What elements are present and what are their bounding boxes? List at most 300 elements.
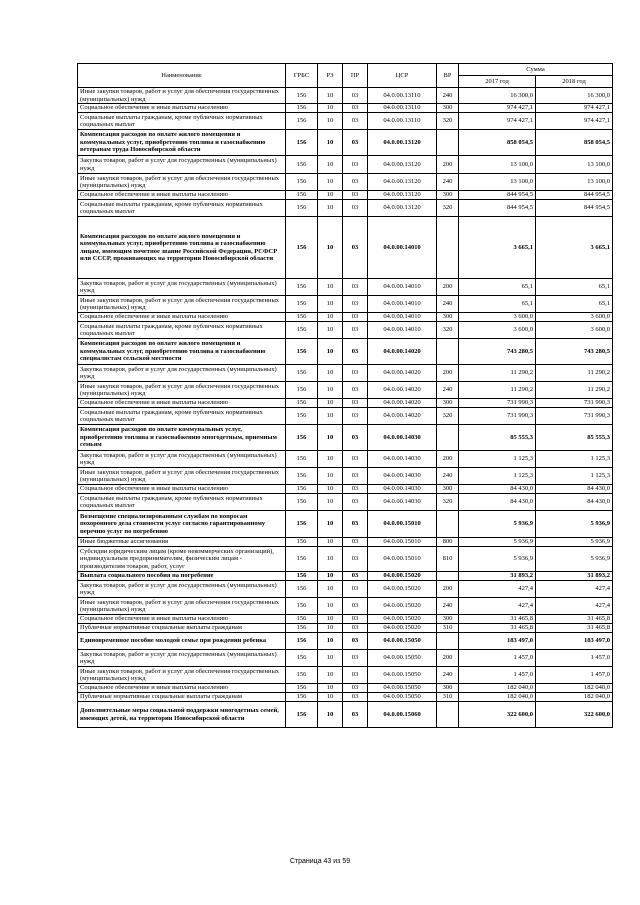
cell-pr: 03	[343, 485, 368, 494]
cell-sum-2018: 3 600,0	[536, 322, 613, 339]
cell-vr: 320	[437, 113, 459, 130]
cell-rz: 10	[318, 191, 343, 200]
cell-vr: 200	[437, 365, 459, 382]
cell-grbs: 156	[286, 624, 318, 633]
cell-sum-2017: 13 100,0	[459, 174, 536, 191]
cell-sum-2018: 3 600,0	[536, 313, 613, 322]
cell-pr: 03	[343, 693, 368, 702]
header-year-2017: 2017 год	[459, 76, 536, 88]
cell-sum-2018: 1 125,3	[536, 451, 613, 468]
cell-pr: 03	[343, 538, 368, 547]
cell-name: Выплата социального пособия на погребение	[78, 572, 286, 581]
cell-name: Социальные выплаты гражданам, кроме публичных нормативных социальных выплат	[78, 200, 286, 217]
cell-csr: 04.0.00.14030	[368, 451, 437, 468]
cell-sum-2018: 5 936,9	[536, 538, 613, 547]
cell-name: Иные закупки товаров, работ и услуг для обеспечения государственных (муниципальных) нужд	[78, 598, 286, 615]
cell-rz: 10	[318, 113, 343, 130]
cell-sum-2018: 427,4	[536, 598, 613, 615]
cell-sum-2017: 182 040,0	[459, 693, 536, 702]
cell-rz: 10	[318, 684, 343, 693]
table-row	[78, 684, 613, 693]
cell-pr: 03	[343, 633, 368, 650]
cell-rz: 10	[318, 538, 343, 547]
cell-grbs: 156	[286, 538, 318, 547]
header-pr: ПР	[343, 64, 368, 88]
cell-rz: 10	[318, 485, 343, 494]
cell-vr: 240	[437, 667, 459, 684]
cell-pr: 03	[343, 468, 368, 485]
cell-rz: 10	[318, 511, 343, 538]
cell-name: Компенсация расходов по оплате коммунальных услуг, приобретению топлива и газоснабжению многодетным, приемным семьям	[78, 425, 286, 451]
cell-sum-2017: 11 290,2	[459, 382, 536, 399]
cell-sum-2018: 731 990,3	[536, 408, 613, 425]
table-row	[78, 633, 613, 650]
cell-sum-2017: 731 990,3	[459, 408, 536, 425]
table-row	[78, 191, 613, 200]
cell-csr: 04.0.00.13110	[368, 104, 437, 113]
cell-pr: 03	[343, 408, 368, 425]
cell-sum-2017: 322 600,0	[459, 702, 536, 728]
cell-pr: 03	[343, 200, 368, 217]
cell-sum-2017: 11 290,2	[459, 365, 536, 382]
table-row	[78, 322, 613, 339]
cell-sum-2018: 1 457,0	[536, 650, 613, 667]
cell-vr	[437, 130, 459, 156]
cell-sum-2018: 65,1	[536, 296, 613, 313]
cell-pr: 03	[343, 156, 368, 174]
cell-csr: 04.0.00.15020	[368, 598, 437, 615]
cell-sum-2018: 427,4	[536, 581, 613, 598]
cell-csr: 04.0.00.15010	[368, 547, 437, 572]
table-row	[78, 494, 613, 511]
cell-csr: 04.0.00.15020	[368, 572, 437, 581]
cell-name: Закупка товаров, работ и услуг для государственных (муниципальных) нужд	[78, 279, 286, 296]
cell-pr: 03	[343, 382, 368, 399]
header-name: Наименование	[78, 64, 286, 88]
cell-rz: 10	[318, 633, 343, 650]
cell-sum-2017: 5 936,9	[459, 511, 536, 538]
cell-grbs: 156	[286, 684, 318, 693]
cell-pr: 03	[343, 581, 368, 598]
cell-name: Социальное обеспечение и иные выплаты населению	[78, 485, 286, 494]
cell-sum-2018: 1 457,0	[536, 667, 613, 684]
cell-vr: 300	[437, 313, 459, 322]
cell-rz: 10	[318, 296, 343, 313]
cell-pr: 03	[343, 547, 368, 572]
table-row	[78, 408, 613, 425]
cell-sum-2017: 65,1	[459, 296, 536, 313]
cell-sum-2018: 13 100,0	[536, 156, 613, 174]
header-grbs: ГРБС	[286, 64, 318, 88]
cell-grbs: 156	[286, 113, 318, 130]
cell-grbs: 156	[286, 382, 318, 399]
cell-sum-2018: 16 300,0	[536, 88, 613, 104]
cell-pr: 03	[343, 279, 368, 296]
cell-vr	[437, 425, 459, 451]
cell-name: Закупка товаров, работ и услуг для государственных (муниципальных) нужд	[78, 650, 286, 667]
cell-name: Закупка товаров, работ и услуг для государственных (муниципальных) нужд	[78, 581, 286, 598]
cell-csr: 04.0.00.15060	[368, 702, 437, 728]
cell-sum-2018: 84 430,0	[536, 485, 613, 494]
cell-pr: 03	[343, 88, 368, 104]
cell-pr: 03	[343, 684, 368, 693]
cell-sum-2017: 5 936,9	[459, 547, 536, 572]
cell-vr: 200	[437, 650, 459, 667]
cell-vr: 300	[437, 485, 459, 494]
cell-rz: 10	[318, 425, 343, 451]
cell-grbs: 156	[286, 191, 318, 200]
table-row	[78, 598, 613, 615]
cell-name: Компенсация расходов по оплате жилого помещения и коммунальных услуг, приобретению топлива и газоснабжению специалистам сельской местности	[78, 339, 286, 365]
cell-sum-2017: 5 936,9	[459, 538, 536, 547]
table-row	[78, 511, 613, 538]
cell-vr	[437, 217, 459, 279]
cell-name: Социальные выплаты гражданам, кроме публичных нормативных социальных выплат	[78, 408, 286, 425]
cell-name: Социальное обеспечение и иные выплаты населению	[78, 313, 286, 322]
table-row	[78, 296, 613, 313]
cell-sum-2018: 183 497,0	[536, 633, 613, 650]
cell-sum-2017: 427,4	[459, 598, 536, 615]
table-row	[78, 382, 613, 399]
cell-sum-2018: 3 665,1	[536, 217, 613, 279]
cell-sum-2018: 65,1	[536, 279, 613, 296]
cell-grbs: 156	[286, 130, 318, 156]
cell-pr: 03	[343, 174, 368, 191]
cell-sum-2018: 858 054,5	[536, 130, 613, 156]
cell-vr: 300	[437, 684, 459, 693]
cell-sum-2017: 844 954,5	[459, 191, 536, 200]
cell-csr: 04.0.00.14020	[368, 339, 437, 365]
cell-csr: 04.0.00.14020	[368, 408, 437, 425]
cell-name: Закупка товаров, работ и услуг для государственных (муниципальных) нужд	[78, 156, 286, 174]
cell-grbs: 156	[286, 547, 318, 572]
cell-pr: 03	[343, 598, 368, 615]
cell-csr: 04.0.00.15050	[368, 633, 437, 650]
cell-name: Иные закупки товаров, работ и услуг для обеспечения государственных (муниципальных) нужд	[78, 174, 286, 191]
cell-sum-2017: 858 054,5	[459, 130, 536, 156]
cell-rz: 10	[318, 408, 343, 425]
cell-csr: 04.0.00.15010	[368, 538, 437, 547]
table-row	[78, 156, 613, 174]
cell-vr: 300	[437, 399, 459, 408]
cell-vr: 300	[437, 615, 459, 624]
cell-pr: 03	[343, 113, 368, 130]
table-row	[78, 581, 613, 598]
cell-sum-2018: 974 427,1	[536, 113, 613, 130]
cell-sum-2017: 3 600,0	[459, 322, 536, 339]
cell-pr: 03	[343, 313, 368, 322]
cell-csr: 04.0.00.13110	[368, 113, 437, 130]
cell-csr: 04.0.00.14020	[368, 365, 437, 382]
cell-csr: 04.0.00.14010	[368, 322, 437, 339]
cell-grbs: 156	[286, 581, 318, 598]
cell-name: Дополнительные меры социальной поддержки многодетных семей, имеющих детей, на территории Новосибирской области	[78, 702, 286, 728]
cell-sum-2018: 85 555,3	[536, 425, 613, 451]
table-row	[78, 130, 613, 156]
cell-csr: 04.0.00.14030	[368, 485, 437, 494]
table-row	[78, 174, 613, 191]
cell-pr: 03	[343, 191, 368, 200]
cell-pr: 03	[343, 494, 368, 511]
table-row	[78, 485, 613, 494]
header-year-2018: 2018 год	[536, 76, 613, 88]
table-row	[78, 650, 613, 667]
cell-csr: 04.0.00.14010	[368, 217, 437, 279]
cell-vr: 200	[437, 581, 459, 598]
cell-name: Социальное обеспечение и иные выплаты населению	[78, 191, 286, 200]
cell-grbs: 156	[286, 650, 318, 667]
header-sum: Сумма	[459, 64, 613, 76]
cell-grbs: 156	[286, 494, 318, 511]
cell-name: Социальные выплаты гражданам, кроме публичных нормативных социальных выплат	[78, 494, 286, 511]
cell-rz: 10	[318, 547, 343, 572]
cell-csr: 04.0.00.15020	[368, 581, 437, 598]
cell-grbs: 156	[286, 667, 318, 684]
cell-csr: 04.0.00.14010	[368, 296, 437, 313]
cell-grbs: 156	[286, 572, 318, 581]
cell-sum-2017: 974 427,1	[459, 113, 536, 130]
cell-name: Иные бюджетные ассигнования	[78, 538, 286, 547]
cell-grbs: 156	[286, 217, 318, 279]
cell-grbs: 156	[286, 598, 318, 615]
cell-sum-2017: 31 465,8	[459, 624, 536, 633]
cell-sum-2017: 84 430,0	[459, 494, 536, 511]
cell-csr: 04.0.00.15050	[368, 667, 437, 684]
cell-sum-2018: 11 290,2	[536, 382, 613, 399]
cell-rz: 10	[318, 572, 343, 581]
cell-name: Иные закупки товаров, работ и услуг для обеспечения государственных (муниципальных) нужд	[78, 88, 286, 104]
cell-csr: 04.0.00.15020	[368, 624, 437, 633]
budget-table	[77, 63, 613, 728]
cell-grbs: 156	[286, 296, 318, 313]
table-row	[78, 538, 613, 547]
cell-name: Публичные нормативные социальные выплаты гражданам	[78, 693, 286, 702]
table-row	[78, 667, 613, 684]
table-row	[78, 104, 613, 113]
cell-sum-2017: 85 555,3	[459, 425, 536, 451]
page-number: Страница 43 из 59	[289, 858, 351, 865]
cell-sum-2018: 322 600,0	[536, 702, 613, 728]
cell-sum-2017: 31 893,2	[459, 572, 536, 581]
cell-pr: 03	[343, 104, 368, 113]
cell-name: Единовременное пособие молодой семье при рождении ребенка	[78, 633, 286, 650]
cell-csr: 04.0.00.15050	[368, 693, 437, 702]
cell-rz: 10	[318, 693, 343, 702]
cell-sum-2017: 16 300,0	[459, 88, 536, 104]
cell-vr: 320	[437, 494, 459, 511]
cell-pr: 03	[343, 451, 368, 468]
cell-csr: 04.0.00.14030	[368, 468, 437, 485]
cell-name: Иные закупки товаров, работ и услуг для обеспечения государственных (муниципальных) нужд	[78, 382, 286, 399]
table-row	[78, 200, 613, 217]
table-row	[78, 279, 613, 296]
table-row	[78, 615, 613, 624]
cell-csr: 04.0.00.14020	[368, 399, 437, 408]
cell-grbs: 156	[286, 485, 318, 494]
cell-rz: 10	[318, 451, 343, 468]
cell-grbs: 156	[286, 279, 318, 296]
cell-grbs: 156	[286, 468, 318, 485]
cell-sum-2017: 84 430,0	[459, 485, 536, 494]
cell-name: Закупка товаров, работ и услуг для государственных (муниципальных) нужд	[78, 451, 286, 468]
cell-sum-2017: 1 125,3	[459, 451, 536, 468]
cell-csr: 04.0.00.13120	[368, 200, 437, 217]
cell-name: Возмещение специализированным службам по вопросам похоронного дела стоимости услуг согласно гарантированному перечню услуг по погребению	[78, 511, 286, 538]
table-row	[78, 547, 613, 572]
cell-name: Публичные нормативные социальные выплаты гражданам	[78, 624, 286, 633]
cell-rz: 10	[318, 624, 343, 633]
cell-sum-2017: 1 125,3	[459, 468, 536, 485]
cell-sum-2018: 31 465,8	[536, 615, 613, 624]
cell-vr: 320	[437, 200, 459, 217]
cell-name: Компенсация расходов по оплате жилого помещения и коммунальных услуг, приобретению топлива и газоснабжению лицам, имеющим почетное звание Российской Федерации, РСФСР или СССР, проживающих на территории Новосибирской области	[78, 217, 286, 279]
cell-pr: 03	[343, 365, 368, 382]
table-body	[78, 88, 613, 728]
cell-sum-2018: 5 936,9	[536, 547, 613, 572]
cell-sum-2018: 5 936,9	[536, 511, 613, 538]
cell-name: Социальные выплаты гражданам, кроме публичных нормативных социальных выплат	[78, 322, 286, 339]
cell-grbs: 156	[286, 425, 318, 451]
cell-name: Иные закупки товаров, работ и услуг для обеспечения государственных (муниципальных) нужд	[78, 667, 286, 684]
cell-csr: 04.0.00.13120	[368, 174, 437, 191]
cell-sum-2017: 182 040,0	[459, 684, 536, 693]
cell-csr: 04.0.00.15020	[368, 615, 437, 624]
table-row	[78, 399, 613, 408]
cell-sum-2018: 31 465,8	[536, 624, 613, 633]
cell-sum-2018: 974 427,1	[536, 104, 613, 113]
cell-name: Социальное обеспечение и иные выплаты населению	[78, 615, 286, 624]
cell-csr: 04.0.00.13110	[368, 88, 437, 104]
cell-vr: 240	[437, 598, 459, 615]
header-csr: ЦСР	[368, 64, 437, 88]
table-row	[78, 313, 613, 322]
cell-vr: 240	[437, 468, 459, 485]
cell-rz: 10	[318, 468, 343, 485]
cell-rz: 10	[318, 598, 343, 615]
cell-vr	[437, 339, 459, 365]
cell-sum-2017: 3 600,0	[459, 313, 536, 322]
cell-name: Социальные выплаты гражданам, кроме публичных нормативных социальных выплат	[78, 113, 286, 130]
cell-sum-2017: 844 954,5	[459, 200, 536, 217]
cell-rz: 10	[318, 88, 343, 104]
cell-pr: 03	[343, 572, 368, 581]
cell-csr: 04.0.00.14030	[368, 425, 437, 451]
cell-grbs: 156	[286, 702, 318, 728]
cell-name: Социальное обеспечение и иные выплаты населению	[78, 104, 286, 113]
cell-rz: 10	[318, 581, 343, 598]
cell-vr: 300	[437, 104, 459, 113]
cell-csr: 04.0.00.15050	[368, 684, 437, 693]
cell-rz: 10	[318, 104, 343, 113]
cell-sum-2017: 31 465,8	[459, 615, 536, 624]
cell-csr: 04.0.00.14010	[368, 313, 437, 322]
cell-vr: 310	[437, 693, 459, 702]
table-row	[78, 339, 613, 365]
cell-csr: 04.0.00.13120	[368, 191, 437, 200]
table-row	[78, 113, 613, 130]
table-row	[78, 217, 613, 279]
table-row	[78, 425, 613, 451]
cell-vr	[437, 633, 459, 650]
cell-sum-2018: 731 990,3	[536, 399, 613, 408]
cell-name: Закупка товаров, работ и услуг для государственных (муниципальных) нужд	[78, 365, 286, 382]
cell-rz: 10	[318, 494, 343, 511]
cell-sum-2017: 743 280,5	[459, 339, 536, 365]
cell-csr: 04.0.00.15010	[368, 511, 437, 538]
cell-vr: 240	[437, 174, 459, 191]
cell-rz: 10	[318, 650, 343, 667]
cell-sum-2017: 13 100,0	[459, 156, 536, 174]
header-vr: ВР	[437, 64, 459, 88]
cell-sum-2018: 844 954,5	[536, 191, 613, 200]
cell-vr: 810	[437, 547, 459, 572]
cell-name: Социальное обеспечение и иные выплаты населению	[78, 684, 286, 693]
table-row	[78, 572, 613, 581]
table-row	[78, 451, 613, 468]
cell-sum-2018: 743 280,5	[536, 339, 613, 365]
cell-rz: 10	[318, 365, 343, 382]
cell-rz: 10	[318, 339, 343, 365]
cell-grbs: 156	[286, 104, 318, 113]
cell-rz: 10	[318, 382, 343, 399]
cell-pr: 03	[343, 339, 368, 365]
cell-vr: 200	[437, 451, 459, 468]
cell-pr: 03	[343, 399, 368, 408]
cell-sum-2017: 183 497,0	[459, 633, 536, 650]
cell-vr	[437, 511, 459, 538]
cell-vr: 310	[437, 624, 459, 633]
cell-csr: 04.0.00.14030	[368, 494, 437, 511]
cell-name: Социальное обеспечение и иные выплаты населению	[78, 399, 286, 408]
cell-grbs: 156	[286, 200, 318, 217]
cell-vr: 240	[437, 296, 459, 313]
table-header	[78, 64, 613, 88]
cell-grbs: 156	[286, 88, 318, 104]
cell-sum-2018: 13 100,0	[536, 174, 613, 191]
table-row	[78, 88, 613, 104]
cell-pr: 03	[343, 511, 368, 538]
cell-grbs: 156	[286, 633, 318, 650]
cell-grbs: 156	[286, 174, 318, 191]
cell-name: Иные закупки товаров, работ и услуг для обеспечения государственных (муниципальных) нужд	[78, 296, 286, 313]
cell-grbs: 156	[286, 313, 318, 322]
cell-sum-2017: 731 990,3	[459, 399, 536, 408]
cell-pr: 03	[343, 650, 368, 667]
cell-pr: 03	[343, 217, 368, 279]
cell-pr: 03	[343, 667, 368, 684]
cell-vr: 800	[437, 538, 459, 547]
table-row	[78, 624, 613, 633]
cell-vr: 320	[437, 408, 459, 425]
cell-rz: 10	[318, 322, 343, 339]
cell-vr: 240	[437, 88, 459, 104]
cell-rz: 10	[318, 130, 343, 156]
cell-grbs: 156	[286, 615, 318, 624]
cell-grbs: 156	[286, 511, 318, 538]
cell-csr: 04.0.00.14020	[368, 382, 437, 399]
cell-vr: 240	[437, 382, 459, 399]
cell-sum-2018: 84 430,0	[536, 494, 613, 511]
cell-grbs: 156	[286, 693, 318, 702]
cell-name: Субсидии юридическим лицам (кроме некоммерческих организаций), индивидуальным предпринимателям, физическим лицам - производителям товаров, работ, услуг	[78, 547, 286, 572]
cell-csr: 04.0.00.14010	[368, 279, 437, 296]
cell-sum-2017: 65,1	[459, 279, 536, 296]
cell-grbs: 156	[286, 156, 318, 174]
table-row	[78, 702, 613, 728]
cell-rz: 10	[318, 279, 343, 296]
cell-csr: 04.0.00.13120	[368, 130, 437, 156]
cell-sum-2018: 31 893,2	[536, 572, 613, 581]
